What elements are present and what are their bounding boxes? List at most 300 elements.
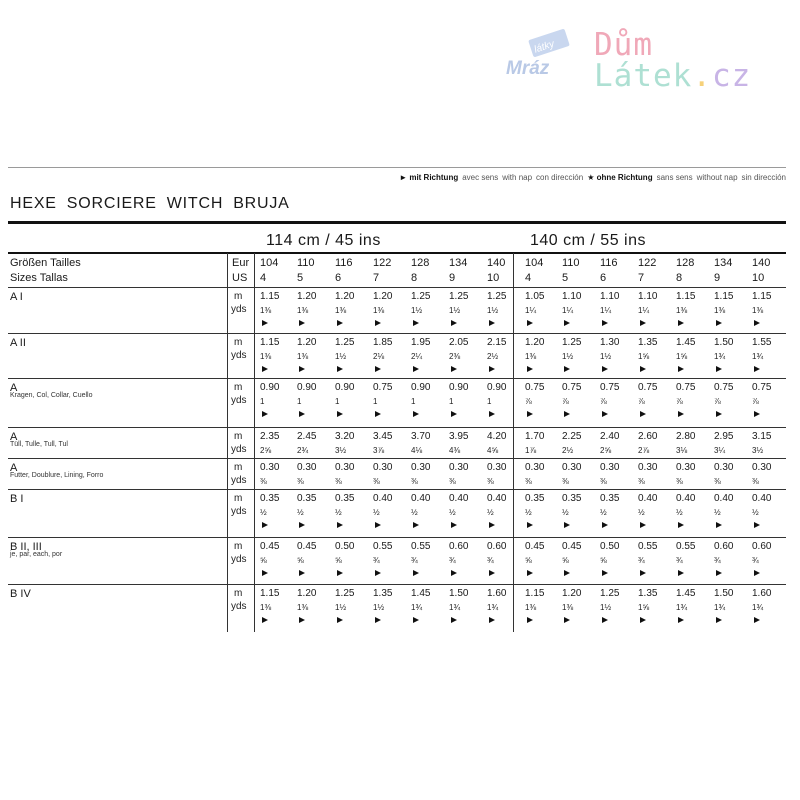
group-header-140: 140 cm / 55 ins — [530, 232, 646, 249]
row-label: B I — [10, 493, 24, 505]
with-nap-arrow-icon — [602, 366, 608, 372]
eur-size-cell: 134 — [449, 257, 468, 269]
eur-size-cell: 140 — [752, 257, 771, 269]
with-nap-arrow-icon — [413, 366, 419, 372]
yards-cell: 2½ — [562, 446, 574, 455]
meters-cell: 0.45 — [562, 541, 582, 552]
yards-cell: 2¾ — [297, 446, 309, 455]
with-nap-arrow-icon — [375, 411, 381, 417]
meters-cell: 1.05 — [525, 291, 545, 302]
meters-cell: 1.20 — [373, 291, 393, 302]
with-nap-arrow-icon — [299, 570, 305, 576]
yards-cell: 1¾ — [676, 603, 688, 612]
yards-cell: 3⅞ — [373, 446, 385, 455]
with-nap-arrow-icon — [375, 366, 381, 372]
meters-cell: 1.15 — [260, 291, 280, 302]
with-nap-arrow-icon — [413, 570, 419, 576]
with-nap-arrow-icon — [489, 522, 495, 528]
yards-cell: ⅞ — [752, 397, 759, 406]
meters-cell: 0.30 — [411, 462, 431, 473]
meters-cell: 0.75 — [562, 382, 582, 393]
yards-cell: 1½ — [449, 306, 461, 315]
unit-yds: yds — [231, 475, 247, 486]
meters-cell: 0.30 — [487, 462, 507, 473]
row-label: A — [10, 382, 18, 394]
nap-legend — [399, 173, 786, 182]
yards-cell: ⅜ — [752, 477, 759, 486]
yards-cell: 4⅛ — [411, 446, 423, 455]
meters-cell: 2.40 — [600, 431, 620, 442]
meters-cell: 0.40 — [676, 493, 696, 504]
title-fr: SORCIERE — [66, 195, 157, 212]
meters-cell: 0.35 — [562, 493, 582, 504]
with-nap-arrow-icon — [602, 522, 608, 528]
with-nap-arrow-icon — [375, 522, 381, 528]
yards-cell: ⅜ — [373, 477, 380, 486]
meters-cell: 0.90 — [297, 382, 317, 393]
yards-cell: 1½ — [600, 352, 612, 361]
yards-cell: 3½ — [335, 446, 347, 455]
yards-cell: 2⅞ — [638, 446, 650, 455]
meters-cell: 1.50 — [714, 337, 734, 348]
meters-cell: 1.85 — [373, 337, 393, 348]
meters-cell: 4.20 — [487, 431, 507, 442]
meters-cell: 0.55 — [676, 541, 696, 552]
meters-cell: 0.60 — [449, 541, 469, 552]
with-nap-arrow-icon — [413, 522, 419, 528]
yards-cell: ⅜ — [335, 477, 342, 486]
with-nap-arrow-icon — [716, 411, 722, 417]
meters-cell: 1.60 — [487, 588, 507, 599]
meters-cell: 1.95 — [411, 337, 431, 348]
title-en: WITCH — [166, 195, 224, 212]
title-rule — [8, 221, 786, 224]
meters-cell: 2.25 — [562, 431, 582, 442]
yards-cell: 1⅜ — [714, 306, 726, 315]
yards-cell: 1⅝ — [638, 352, 650, 361]
with-nap-arrow-icon — [489, 320, 495, 326]
with-nap-arrow-icon — [413, 617, 419, 623]
with-nap-arrow-icon — [640, 617, 646, 623]
us-size-cell: 9 — [449, 272, 456, 284]
meters-cell: 0.55 — [638, 541, 658, 552]
yards-cell: ½ — [562, 508, 569, 517]
brand-part-1: Dům — [594, 27, 653, 63]
row-rule — [8, 378, 786, 379]
yards-cell: ¾ — [676, 556, 683, 565]
with-nap-arrow-icon — [602, 411, 608, 417]
meters-cell: 0.30 — [714, 462, 734, 473]
yards-cell: ⅜ — [487, 477, 494, 486]
row-rule — [8, 489, 786, 490]
eur-size-cell: 116 — [335, 257, 353, 269]
with-nap-arrow-icon — [337, 411, 343, 417]
legend-with-nap-es: con dirección — [536, 173, 584, 182]
meters-cell: 0.55 — [411, 541, 431, 552]
meters-cell: 0.35 — [335, 493, 355, 504]
meters-cell: 3.95 — [449, 431, 469, 442]
with-nap-arrow-icon — [337, 570, 343, 576]
with-nap-arrow-icon — [754, 411, 760, 417]
yards-cell: 1½ — [373, 603, 385, 612]
yards-cell: 3⅛ — [676, 446, 688, 455]
with-nap-arrow-icon — [489, 617, 495, 623]
logo-small-text: látky — [532, 38, 556, 56]
with-nap-arrow-icon — [337, 366, 343, 372]
with-nap-arrow-icon — [451, 617, 457, 623]
eur-size-cell: 104 — [525, 257, 544, 269]
with-nap-arrow-icon — [754, 522, 760, 528]
meters-cell: 1.45 — [676, 588, 696, 599]
unit-yds: yds — [231, 444, 247, 455]
meters-cell: 0.30 — [676, 462, 696, 473]
yards-cell: 1¼ — [525, 306, 537, 315]
with-nap-arrow-icon — [564, 320, 570, 326]
meters-cell: 0.75 — [714, 382, 734, 393]
yards-cell: ⅞ — [562, 397, 569, 406]
yards-cell: ½ — [676, 508, 683, 517]
eur-size-cell: 122 — [638, 257, 657, 269]
yards-cell: 1⅝ — [676, 352, 688, 361]
yards-cell: ½ — [752, 508, 759, 517]
with-nap-arrow-icon — [564, 411, 570, 417]
eur-size-cell: 116 — [600, 257, 618, 269]
yards-cell: 1⅜ — [562, 603, 574, 612]
with-nap-arrow-icon — [299, 617, 305, 623]
row-sublabel: Tüll, Tulle, Tull, Tul — [10, 441, 68, 448]
meters-cell: 3.70 — [411, 431, 431, 442]
yards-cell: 1⅜ — [373, 306, 385, 315]
yards-cell: 1½ — [335, 603, 347, 612]
yards-cell: 1⅜ — [260, 306, 272, 315]
yards-cell: ½ — [714, 508, 721, 517]
with-nap-arrow-icon — [754, 570, 760, 576]
meters-cell: 3.15 — [752, 431, 772, 442]
yards-cell: 1⅜ — [752, 306, 764, 315]
meters-cell: 2.35 — [260, 431, 280, 442]
with-nap-arrow-icon — [451, 570, 457, 576]
meters-cell: 1.15 — [525, 588, 545, 599]
meters-cell: 1.10 — [600, 291, 620, 302]
header-us: US — [232, 272, 248, 284]
with-nap-arrow-icon — [754, 617, 760, 623]
with-nap-arrow-icon — [299, 411, 305, 417]
meters-cell: 0.30 — [449, 462, 469, 473]
yards-cell: 1⅜ — [260, 352, 272, 361]
with-nap-arrow-icon — [489, 411, 495, 417]
eur-size-cell: 134 — [714, 257, 733, 269]
meters-cell: 1.70 — [525, 431, 545, 442]
yards-cell: 1½ — [411, 306, 423, 315]
meters-cell: 1.20 — [297, 337, 317, 348]
yards-cell: 1⅜ — [297, 306, 309, 315]
meters-cell: 0.45 — [297, 541, 317, 552]
header-rule — [8, 287, 786, 288]
legend-without-nap-fr: sans sens — [656, 173, 693, 182]
meters-cell: 1.25 — [487, 291, 507, 302]
with-nap-arrow-icon — [678, 617, 684, 623]
yards-cell: ¾ — [487, 556, 494, 565]
brand-part-3: . — [692, 58, 712, 94]
unit-m: m — [234, 588, 243, 599]
yards-cell: 2⅜ — [449, 352, 461, 361]
unit-m: m — [234, 382, 243, 393]
meters-cell: 2.15 — [487, 337, 507, 348]
yards-cell: 1¼ — [638, 306, 650, 315]
meters-cell: 1.45 — [676, 337, 696, 348]
with-nap-arrow-icon — [678, 522, 684, 528]
meters-cell: 1.35 — [638, 588, 658, 599]
meters-cell: 0.30 — [373, 462, 393, 473]
yards-cell: ⅞ — [638, 397, 645, 406]
yards-cell: 1⅜ — [525, 352, 537, 361]
meters-cell: 3.20 — [335, 431, 355, 442]
yards-cell: ⅜ — [638, 477, 645, 486]
meters-cell: 1.45 — [411, 588, 431, 599]
meters-cell: 1.25 — [335, 588, 355, 599]
yards-cell: 1¾ — [752, 352, 764, 361]
with-nap-arrow-icon — [564, 617, 570, 623]
yards-cell: ½ — [373, 508, 380, 517]
legend-without-nap-de: ★ ohne Richtung — [587, 173, 653, 182]
with-nap-arrow-icon — [262, 522, 268, 528]
row-label: A I — [10, 291, 23, 303]
meters-cell: 0.90 — [335, 382, 355, 393]
with-nap-arrow-icon — [716, 366, 722, 372]
yards-cell: 1 — [373, 397, 378, 406]
with-nap-arrow-icon — [640, 411, 646, 417]
yards-cell: 3½ — [752, 446, 764, 455]
row-label: B II, III — [10, 541, 42, 553]
yards-cell: 1½ — [335, 352, 347, 361]
legend-with-nap-fr: avec sens — [462, 173, 499, 182]
row-label: A — [10, 462, 18, 474]
meters-cell: 0.35 — [525, 493, 545, 504]
yards-cell: ⅜ — [260, 477, 267, 486]
row-rule — [8, 458, 786, 459]
meters-cell: 0.30 — [638, 462, 658, 473]
meters-cell: 0.60 — [714, 541, 734, 552]
meters-cell: 0.30 — [525, 462, 545, 473]
yards-cell: ⅞ — [600, 397, 607, 406]
yards-cell: ½ — [487, 508, 494, 517]
with-nap-arrow-icon — [678, 366, 684, 372]
yards-cell: ½ — [411, 508, 418, 517]
with-nap-arrow-icon — [754, 320, 760, 326]
with-nap-arrow-icon — [262, 366, 268, 372]
meters-cell: 0.90 — [260, 382, 280, 393]
with-nap-arrow-icon — [489, 366, 495, 372]
us-size-cell: 10 — [752, 272, 765, 284]
yards-cell: 1¾ — [752, 603, 764, 612]
meters-cell: 2.05 — [449, 337, 469, 348]
group-rule — [8, 252, 786, 254]
group-header-114: 114 cm / 45 ins — [266, 232, 381, 249]
yards-cell: ½ — [600, 508, 607, 517]
meters-cell: 0.35 — [260, 493, 280, 504]
with-nap-arrow-icon — [375, 320, 381, 326]
yards-cell: ½ — [638, 508, 645, 517]
unit-m: m — [234, 462, 243, 473]
meters-cell: 0.35 — [600, 493, 620, 504]
yards-cell: 1⅜ — [297, 603, 309, 612]
yards-cell: 1 — [297, 397, 302, 406]
yards-cell: ⅝ — [525, 556, 532, 565]
with-nap-arrow-icon — [337, 320, 343, 326]
with-nap-arrow-icon — [527, 522, 533, 528]
with-nap-arrow-icon — [262, 411, 268, 417]
yards-cell: 1¾ — [714, 603, 726, 612]
yards-cell: ¾ — [752, 556, 759, 565]
us-size-cell: 10 — [487, 272, 500, 284]
yards-cell: 1 — [487, 397, 492, 406]
with-nap-arrow-icon — [564, 522, 570, 528]
legend-without-nap-es: sin dirección — [741, 173, 786, 182]
unit-m: m — [234, 431, 243, 442]
yards-cell: 1 — [335, 397, 340, 406]
yards-cell: 1⅜ — [297, 352, 309, 361]
with-nap-arrow-icon — [716, 570, 722, 576]
yards-cell: 1⅝ — [638, 603, 650, 612]
yards-cell: ½ — [297, 508, 304, 517]
with-nap-arrow-icon — [678, 320, 684, 326]
meters-cell: 0.75 — [600, 382, 620, 393]
unit-m: m — [234, 541, 243, 552]
meters-cell: 2.95 — [714, 431, 734, 442]
meters-cell: 0.50 — [335, 541, 355, 552]
meters-cell: 0.75 — [525, 382, 545, 393]
yards-cell: 1 — [260, 397, 265, 406]
meters-cell: 1.15 — [714, 291, 734, 302]
column-divider-labels — [227, 253, 228, 632]
yards-cell: 2⅝ — [260, 446, 272, 455]
eur-size-cell: 110 — [297, 257, 315, 269]
meters-cell: 0.30 — [260, 462, 280, 473]
yards-cell: 2¼ — [411, 352, 423, 361]
yards-cell: ⅜ — [600, 477, 607, 486]
with-nap-arrow-icon — [640, 366, 646, 372]
yards-cell: 2⅝ — [600, 446, 612, 455]
row-rule — [8, 333, 786, 334]
yards-cell: ¾ — [638, 556, 645, 565]
meters-cell: 1.55 — [752, 337, 772, 348]
eur-size-cell: 104 — [260, 257, 279, 269]
unit-yds: yds — [231, 350, 247, 361]
meters-cell: 0.30 — [562, 462, 582, 473]
header-sizes-en-es: Sizes Tallas — [10, 272, 68, 284]
yards-cell: ⅜ — [449, 477, 456, 486]
us-size-cell: 4 — [260, 272, 267, 284]
meters-cell: 1.15 — [260, 588, 280, 599]
with-nap-arrow-icon — [262, 617, 268, 623]
eur-size-cell: 128 — [411, 257, 430, 269]
yards-cell: ⅜ — [525, 477, 532, 486]
meters-cell: 0.75 — [752, 382, 772, 393]
brand-part-2: Látek — [594, 58, 693, 94]
yards-cell: ⅞ — [676, 397, 683, 406]
yards-cell: 1½ — [562, 352, 574, 361]
row-label: B IV — [10, 588, 31, 600]
with-nap-arrow-icon — [716, 617, 722, 623]
title-de: HEXE — [10, 195, 57, 212]
meters-cell: 3.45 — [373, 431, 393, 442]
row-rule — [8, 584, 786, 585]
meters-cell: 0.75 — [373, 382, 393, 393]
with-nap-arrow-icon — [299, 522, 305, 528]
with-nap-arrow-icon — [602, 320, 608, 326]
meters-cell: 1.20 — [335, 291, 355, 302]
with-nap-arrow-icon — [678, 570, 684, 576]
yards-cell: ⅞ — [525, 397, 532, 406]
with-nap-arrow-icon — [262, 320, 268, 326]
yards-cell: 1⅜ — [260, 603, 272, 612]
legend-with-nap-en: with nap — [502, 173, 533, 182]
yards-cell: 1¾ — [449, 603, 461, 612]
with-nap-arrow-icon — [413, 411, 419, 417]
meters-cell: 1.25 — [335, 337, 355, 348]
yards-cell: ⅜ — [562, 477, 569, 486]
meters-cell: 1.35 — [638, 337, 658, 348]
us-size-cell: 8 — [676, 272, 683, 284]
with-nap-arrow-icon — [640, 320, 646, 326]
with-nap-arrow-icon — [527, 411, 533, 417]
meters-cell: 1.60 — [752, 588, 772, 599]
unit-yds: yds — [231, 395, 247, 406]
meters-cell: 0.30 — [335, 462, 355, 473]
yards-cell: 2½ — [487, 352, 499, 361]
yards-cell: ⅝ — [260, 556, 267, 565]
meters-cell: 1.50 — [714, 588, 734, 599]
meters-cell: 1.20 — [297, 588, 317, 599]
meters-cell: 0.40 — [373, 493, 393, 504]
with-nap-arrow-icon — [640, 522, 646, 528]
yards-cell: ¾ — [714, 556, 721, 565]
meters-cell: 0.40 — [752, 493, 772, 504]
meters-cell: 1.30 — [600, 337, 620, 348]
with-nap-arrow-icon — [527, 570, 533, 576]
meters-cell: 1.15 — [260, 337, 280, 348]
meters-cell: 0.40 — [487, 493, 507, 504]
meters-cell: 1.25 — [449, 291, 469, 302]
yards-cell: ⅞ — [714, 397, 721, 406]
meters-cell: 0.30 — [600, 462, 620, 473]
meters-cell: 1.35 — [373, 588, 393, 599]
with-nap-arrow-icon — [640, 570, 646, 576]
row-sublabel: je, par, each, por — [10, 551, 63, 558]
meters-cell: 1.15 — [676, 291, 696, 302]
unit-yds: yds — [231, 506, 247, 517]
yards-cell: ⅜ — [714, 477, 721, 486]
meters-cell: 1.25 — [411, 291, 431, 302]
unit-m: m — [234, 493, 243, 504]
meters-cell: 0.50 — [600, 541, 620, 552]
meters-cell: 1.25 — [600, 588, 620, 599]
legend-divider — [8, 167, 786, 168]
yards-cell: ⅜ — [411, 477, 418, 486]
meters-cell: 1.25 — [562, 337, 582, 348]
meters-cell: 0.90 — [411, 382, 431, 393]
with-nap-arrow-icon — [489, 570, 495, 576]
meters-cell: 2.45 — [297, 431, 317, 442]
us-size-cell: 8 — [411, 272, 418, 284]
us-size-cell: 6 — [600, 272, 607, 284]
unit-m: m — [234, 337, 243, 348]
us-size-cell: 9 — [714, 272, 721, 284]
meters-cell: 1.15 — [752, 291, 772, 302]
yards-cell: ⅜ — [297, 477, 304, 486]
with-nap-arrow-icon — [337, 522, 343, 528]
with-nap-arrow-icon — [716, 522, 722, 528]
